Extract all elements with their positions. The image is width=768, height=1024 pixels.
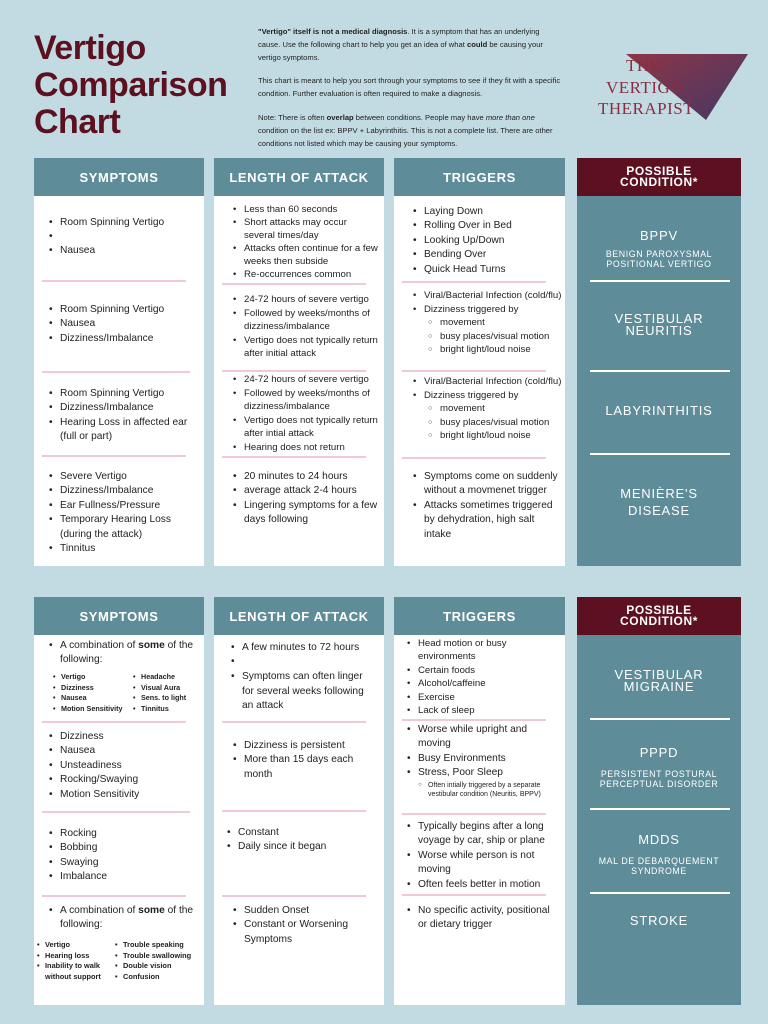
header-condition-line-1: POSSIBLE bbox=[626, 603, 692, 617]
vertigo-therapist-logo bbox=[598, 54, 748, 124]
mdds-symptoms bbox=[48, 827, 198, 885]
pppd-symptoms bbox=[48, 730, 198, 802]
header-length-of-attack-2: LENGTH OF ATTACK bbox=[214, 597, 384, 635]
logo-line-2: VERTIGO bbox=[606, 78, 684, 97]
header-condition-line-1: POSSIBLE bbox=[626, 164, 692, 178]
row-separator bbox=[402, 457, 546, 459]
list-item: • Dizziness/Imbalance bbox=[48, 484, 198, 498]
intro-p1-a: . It is a symptom that has an underlying cause. Use the following chart to help you get an idea of what bbox=[258, 27, 540, 49]
row-separator bbox=[222, 895, 366, 897]
list-item: • Busy Environments bbox=[406, 752, 560, 766]
combo-text-b: of the following: bbox=[60, 905, 194, 931]
list-item: • average attack 2-4 hours bbox=[232, 484, 378, 498]
title-line-1: Vertigo bbox=[34, 29, 146, 67]
list-item: • Looking Up/Down bbox=[412, 234, 562, 248]
header-condition-line-2: CONDITION* bbox=[620, 614, 698, 628]
mdds-length bbox=[226, 826, 372, 855]
condition-vestibular-neuritis: VESTIBULAR NEURITIS bbox=[614, 311, 704, 338]
list-item: • Bobbing bbox=[48, 841, 198, 855]
list-item: • Room Spinning Vertigo bbox=[48, 387, 198, 401]
header-triggers: TRIGGERS bbox=[394, 158, 565, 196]
list-item: • Unsteadiness bbox=[48, 759, 198, 773]
list-item: • Quick Head Turns bbox=[412, 263, 562, 277]
list-item: • Imbalance bbox=[48, 870, 198, 884]
list-item: • Dizziness/Imbalance bbox=[48, 401, 198, 415]
mini-item: • Motion Sensitivity bbox=[52, 704, 132, 715]
list-item: • Sudden Onset bbox=[232, 904, 378, 918]
list-item: • More than 15 days each month bbox=[232, 753, 378, 782]
list-item: • Dizziness bbox=[48, 730, 198, 744]
list-item: • Tinnitus bbox=[48, 542, 198, 556]
mini-item: • Nausea bbox=[52, 693, 132, 704]
mini-item: • Vertigo bbox=[36, 940, 114, 951]
list-item: • Less than 60 seconds bbox=[232, 203, 378, 216]
migraine-length bbox=[230, 641, 376, 714]
list-subitem: ○ Often intially triggered by a separate vestibular condition (Neuritis, BPPV) bbox=[406, 781, 560, 799]
intro-p1-b: be causing your vertigo symptoms. bbox=[258, 39, 543, 62]
list-item: • Nausea bbox=[48, 244, 198, 258]
condition-separator bbox=[590, 453, 730, 455]
list-item: • A few minutes to 72 hours bbox=[230, 641, 376, 655]
list-item: • Dizziness is persistent bbox=[232, 739, 378, 753]
pppd-triggers bbox=[406, 723, 560, 799]
condition-separator bbox=[590, 280, 730, 282]
list-item: • Dizziness/Imbalance bbox=[48, 332, 198, 346]
mini-item: • Headache bbox=[132, 672, 202, 683]
menieres-symptoms bbox=[48, 470, 198, 556]
spacer bbox=[230, 655, 376, 670]
row-separator bbox=[42, 280, 186, 282]
list-item: • Short attacks may occur several times/day bbox=[232, 216, 378, 242]
intro-p3-b: between conditions. People may have bbox=[353, 112, 486, 122]
list-item: • 24-72 hours of severe vertigo bbox=[232, 293, 378, 307]
mini-item: • Inability to walk without support bbox=[36, 961, 114, 982]
condition-bppv: BPPV bbox=[640, 228, 678, 243]
mini-item: • Visual Aura bbox=[132, 683, 202, 694]
list-item: • Certain foods bbox=[406, 664, 558, 677]
mini-item: • Confusion bbox=[114, 972, 204, 983]
list-item: • Rocking/Swaying bbox=[48, 773, 198, 787]
list-subitem: ○ bright light/loud noise bbox=[412, 343, 564, 357]
intro-text bbox=[258, 26, 564, 161]
logo-line-3: THERAPIST bbox=[598, 99, 695, 118]
list-item: • Temporary Hearing Loss (during the attack) bbox=[48, 513, 198, 542]
intro-paragraph-3 bbox=[258, 112, 564, 150]
intro-paragraph-2: This chart is meant to help you sort through your symptoms to see if they fit with a specific condition. Further evaluation is often required to make a diagnosis. bbox=[258, 76, 561, 99]
list-item: • Followed by weeks/months of dizziness/imbalance bbox=[232, 387, 378, 414]
mini-item: • Sens. to light bbox=[132, 693, 202, 704]
list-item: • Stress, Poor Sleep bbox=[406, 766, 560, 780]
combo-text-bold: some bbox=[138, 905, 165, 916]
row-separator bbox=[222, 721, 366, 723]
mdds-triggers bbox=[406, 820, 560, 892]
condition-bppv-full: BENIGN PAROXYSMAL POSITIONAL VERTIGO bbox=[605, 249, 713, 269]
list-item: • 24-72 hours of severe vertigo bbox=[232, 373, 378, 387]
list-item: • Swaying bbox=[48, 856, 198, 870]
intro-p3-c: condition on the list ex: BPPV + Labyrinthitis. This is not a complete list. There are other conditions not listed which may be causing your symptoms. bbox=[258, 125, 553, 148]
combo-text-b: of the following: bbox=[60, 640, 194, 666]
stroke-symptom-grid bbox=[36, 940, 204, 982]
menieres-triggers bbox=[412, 470, 562, 542]
list-item: • Attacks often continue for a few weeks then subside bbox=[232, 242, 378, 268]
list-item: • Exercise bbox=[406, 691, 558, 704]
intro-p3-bold: overlap bbox=[326, 112, 354, 122]
condition-pppd-full: PERSISTENT POSTURAL PERCEPTUAL DISORDER bbox=[599, 769, 719, 789]
list-item: • Dizziness triggered by bbox=[412, 389, 564, 403]
list-item: • Viral/Bacterial Infection (cold/flu) bbox=[412, 375, 564, 389]
row-separator bbox=[222, 810, 366, 812]
list-item: • Motion Sensitivity bbox=[48, 788, 198, 802]
menieres-length bbox=[232, 470, 378, 528]
labyrinthitis-symptoms bbox=[48, 387, 198, 445]
list-item: • Constant or Worsening Symptoms bbox=[232, 918, 378, 947]
row-separator bbox=[42, 371, 190, 373]
condition-mdds-full: MAL DE DEBARQUEMENT SYNDROME bbox=[598, 856, 720, 876]
mini-item: • Vertigo bbox=[52, 672, 132, 683]
list-item: • Rocking bbox=[48, 827, 198, 841]
list-subitem: ○ busy places/visual motion bbox=[412, 330, 564, 344]
condition-vestibular-migraine: VESTIBULAR MIGRAINE bbox=[614, 667, 704, 694]
row-separator bbox=[222, 370, 366, 372]
neuritis-length bbox=[232, 293, 378, 361]
neuritis-triggers bbox=[412, 289, 564, 357]
list-item: • Severe Vertigo bbox=[48, 470, 198, 484]
list-item: • Alcohol/caffeine bbox=[406, 677, 558, 690]
list-item: • Symptoms can often linger for several weeks following an attack bbox=[230, 670, 376, 713]
list-item: • Hearing Loss in affected ear (full or part) bbox=[48, 416, 198, 445]
logo-line-1: THE bbox=[626, 56, 661, 75]
list-item: • Re-occurrences common bbox=[232, 268, 378, 281]
intro-paragraph-1 bbox=[258, 26, 564, 64]
row-separator bbox=[42, 721, 186, 723]
header-condition-line-2: CONDITION* bbox=[620, 175, 698, 189]
header-possible-condition bbox=[577, 158, 741, 196]
header-symptoms: SYMPTOMS bbox=[34, 158, 204, 196]
list-item: • Lingering symptoms for a few days following bbox=[232, 499, 378, 528]
condition-separator bbox=[590, 370, 730, 372]
list-item: • Dizziness triggered by bbox=[412, 303, 564, 317]
intro-p1-bold2: could bbox=[466, 39, 488, 49]
bppv-length bbox=[232, 203, 378, 281]
mini-item: • Trouble swallowing bbox=[114, 951, 204, 962]
list-item: • Typically begins after a long voyage by car, ship or plane bbox=[406, 820, 560, 849]
mini-item: • Tinnitus bbox=[132, 704, 202, 715]
mini-item: • Dizziness bbox=[52, 683, 132, 694]
list-subitem: ○ bright light/loud noise bbox=[412, 429, 564, 443]
page-title bbox=[34, 30, 227, 141]
condition-stroke: STROKE bbox=[629, 913, 689, 928]
bppv-triggers bbox=[412, 205, 562, 277]
row-separator bbox=[42, 811, 190, 813]
list-subitem: ○ busy places/visual motion bbox=[412, 416, 564, 430]
list-item: • Rolling Over in Bed bbox=[412, 219, 562, 233]
list-item: • Followed by weeks/months of dizziness/imbalance bbox=[232, 307, 378, 334]
list-item: • No specific activity, positional or dietary trigger bbox=[406, 904, 556, 933]
list-item: • Symptoms come on suddenly without a movmenet trigger bbox=[412, 470, 562, 499]
row-separator bbox=[402, 719, 546, 721]
list-item: • Head motion or busy environments bbox=[406, 637, 558, 664]
title-line-3: Chart bbox=[34, 103, 121, 141]
pppd-length bbox=[232, 739, 378, 782]
row-separator bbox=[402, 281, 546, 283]
condition-pppd: PPPD bbox=[639, 745, 679, 760]
condition-separator bbox=[590, 892, 730, 894]
condition-separator bbox=[590, 718, 730, 720]
intro-p3-a: Note: There is often bbox=[258, 112, 327, 122]
list-item: • Daily since it began bbox=[226, 840, 372, 854]
list-item: • Bending Over bbox=[412, 248, 562, 262]
mini-item: • Double vision bbox=[114, 961, 204, 972]
condition-menieres-disease: MENIÈRE'S DISEASE bbox=[620, 486, 698, 518]
header-symptoms-2: SYMPTOMS bbox=[34, 597, 204, 635]
list-item: • Ear Fullness/Pressure bbox=[48, 499, 198, 513]
mini-item: • Hearing loss bbox=[36, 951, 114, 962]
list-item: • 20 minutes to 24 hours bbox=[232, 470, 378, 484]
list-item: • Vertigo does not typically return after initial attack bbox=[232, 334, 378, 361]
labyrinthitis-triggers bbox=[412, 375, 564, 443]
combo-text-bold: some bbox=[138, 640, 165, 651]
list-item: • Nausea bbox=[48, 317, 198, 331]
condition-mdds: MDDS bbox=[638, 832, 680, 847]
list-item: • Nausea bbox=[48, 744, 198, 758]
labyrinthitis-length bbox=[232, 373, 378, 455]
row-separator bbox=[222, 283, 366, 285]
list-item: • Room Spinning Vertigo bbox=[48, 216, 198, 230]
list-item: • Lack of sleep bbox=[406, 704, 558, 717]
title-line-2: Comparison bbox=[34, 66, 228, 104]
stroke-triggers bbox=[406, 904, 556, 933]
intro-p1-bold: "Vertigo" itself is not a medical diagnosis bbox=[258, 27, 408, 36]
stroke-length bbox=[232, 904, 378, 947]
header-possible-condition-2 bbox=[577, 597, 741, 635]
condition-separator bbox=[590, 808, 730, 810]
list-subitem: ○ movement bbox=[412, 402, 564, 416]
list-item bbox=[48, 639, 198, 668]
list-item: • Hearing does not return bbox=[232, 441, 378, 455]
list-item: • Constant bbox=[226, 826, 372, 840]
neuritis-symptoms bbox=[48, 303, 198, 346]
row-separator bbox=[42, 895, 186, 897]
list-item: • Room Spinning Vertigo bbox=[48, 303, 198, 317]
row-separator bbox=[402, 370, 546, 372]
stroke-symptoms bbox=[48, 904, 198, 933]
row-separator bbox=[402, 813, 546, 815]
migraine-symptom-grid bbox=[52, 672, 198, 715]
list-item: • Attacks sometimes triggered by dehydration, high salt intake bbox=[412, 499, 562, 542]
list-item: • Worse while upright and moving bbox=[406, 723, 560, 752]
row-separator bbox=[42, 455, 186, 457]
combo-text-a: A combination of bbox=[60, 640, 139, 651]
bppv-symptoms bbox=[48, 216, 198, 259]
combo-text-a: A combination of bbox=[60, 905, 139, 916]
list-subitem: ○ movement bbox=[412, 316, 564, 330]
list-item: • Viral/Bacterial Infection (cold/flu) bbox=[412, 289, 564, 303]
spacer bbox=[48, 230, 198, 244]
intro-p3-italic: more than one bbox=[485, 112, 535, 122]
mini-item: • Trouble speaking bbox=[114, 940, 204, 951]
migraine-triggers bbox=[406, 637, 558, 717]
list-item: • Vertigo does not typically return after intial attack bbox=[232, 414, 378, 441]
header-triggers-2: TRIGGERS bbox=[394, 597, 565, 635]
row-separator bbox=[402, 894, 546, 896]
list-item bbox=[48, 904, 198, 933]
row-separator bbox=[222, 456, 366, 458]
list-item: • Worse while person is not moving bbox=[406, 849, 560, 878]
condition-labyrinthitis: LABYRINTHITIS bbox=[605, 403, 713, 418]
migraine-symptoms bbox=[48, 639, 198, 715]
list-item: • Laying Down bbox=[412, 205, 562, 219]
list-item: • Often feels better in motion bbox=[406, 878, 560, 892]
header-length-of-attack: LENGTH OF ATTACK bbox=[214, 158, 384, 196]
